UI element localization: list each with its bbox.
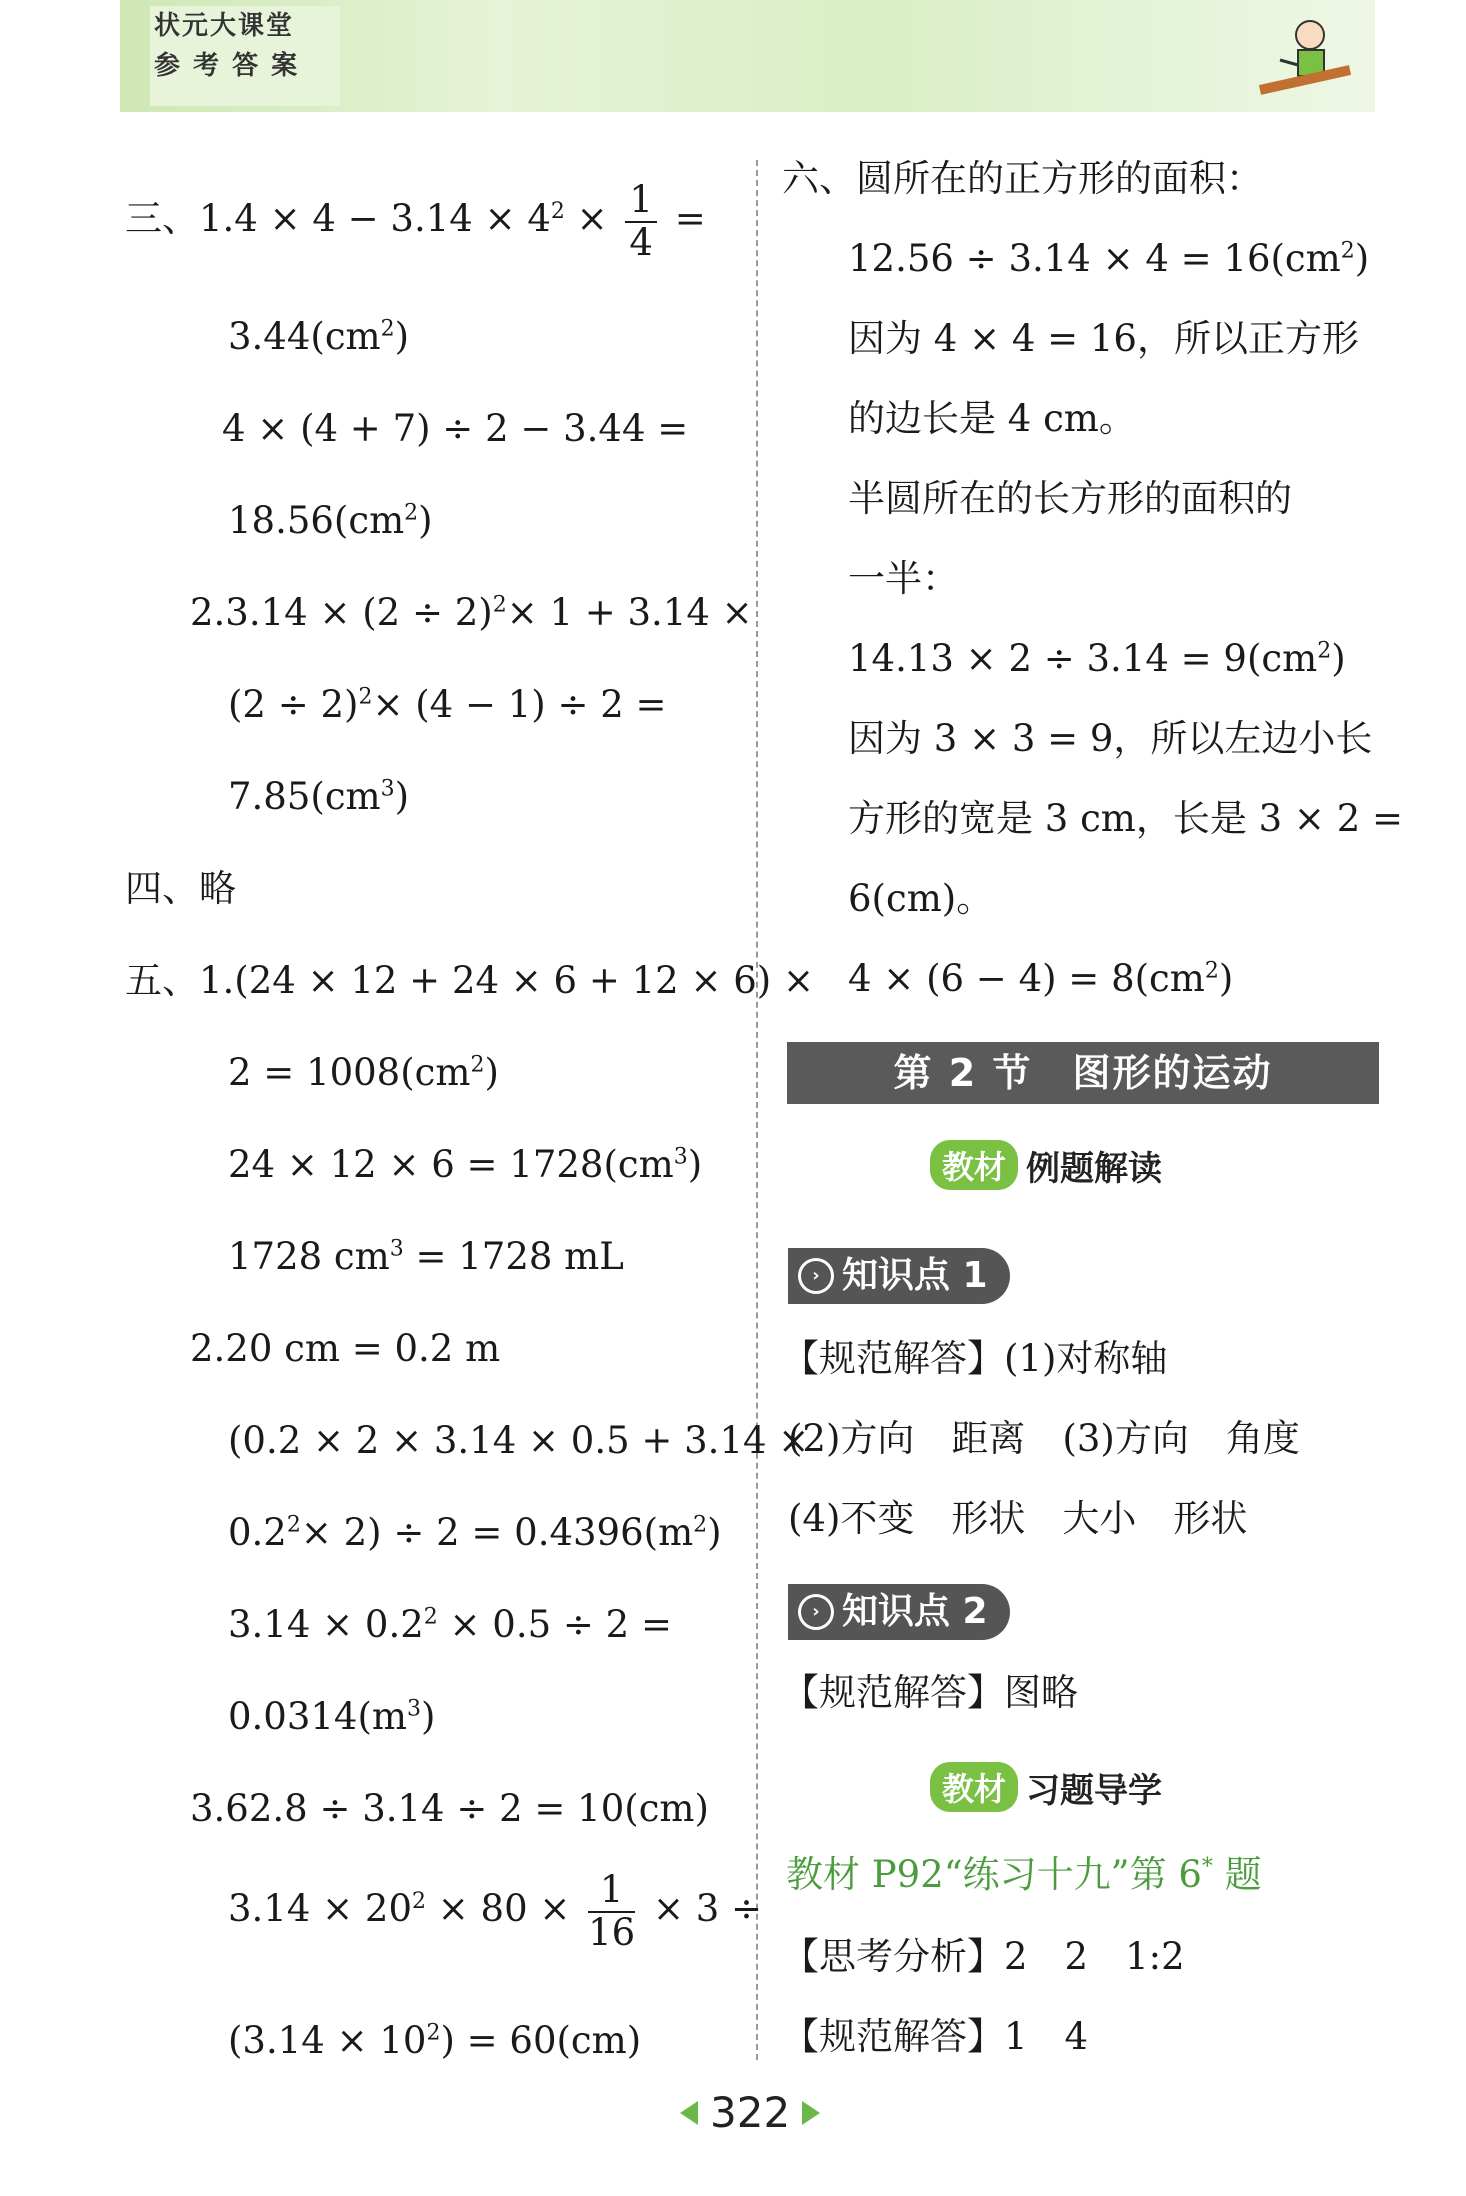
section-title-bar: 第 2 节 图形的运动 <box>787 1042 1379 1104</box>
arrow-circle-icon: › <box>798 1258 834 1294</box>
badge-text: 例题解读 <box>1026 1148 1163 1189</box>
knowledge-point-1: › 知识点 1 <box>788 1248 1010 1304</box>
answer-line: $0.2^2\times 2) \div 2 = 0.4396(m^2)$ <box>228 1511 722 1554</box>
header-line1: 状元大课堂 <box>154 11 295 41</box>
next-arrow-icon <box>802 2101 820 2125</box>
answer-line: (4)不变 形状 大小 形状 <box>788 1497 1248 1540</box>
answer-line: $0.0314(m^3)$ <box>228 1695 436 1738</box>
answer-line: 1728 $cm^3 = 1728$ mL <box>228 1235 624 1278</box>
answer-line: 方形的宽是 3 cm，长是 3 × 2 = <box>848 797 1403 840</box>
answer-3-2: $2.3.14 \times (2 \div 2)^2\times 1 + 3.14$ × <box>190 591 753 634</box>
answer-line: $(3.14 \times 10^2) = 60(cm)$ <box>228 2019 642 2062</box>
answer-line: 【规范解答】图略 <box>782 1671 1078 1714</box>
knowledge-point-2: › 知识点 2 <box>788 1584 1010 1640</box>
badge-pill: 教材 <box>930 1762 1018 1812</box>
answer-6: 六、圆所在的正方形的面积： <box>782 157 1263 200</box>
answer-line: (0.2 × 2 × 3.14 × 0.5 + 3.14 × <box>228 1419 810 1462</box>
header-label <box>150 6 340 106</box>
answer-line: $24 \times 12 \times 6 = 1728(cm^3)$ <box>228 1143 703 1186</box>
answer-5-1: 五、1.(24 × 12 + 24 × 6 + 12 × 6) × <box>125 959 814 1002</box>
answer-line: $4 \times (6 - 4) = 8(cm^2)$ <box>848 957 1234 1000</box>
header-banner <box>120 0 1375 112</box>
answer-line: 4 × (4 + 7) ÷ 2 − 3.44 = <box>222 407 689 450</box>
answer-line: 一半： <box>848 557 959 600</box>
answer-line: $(2 \div 2)^2\times (4 - 1) \div 2$ = <box>228 683 667 726</box>
fraction-quarter: $\frac{1}{4}$ <box>625 180 657 263</box>
answer-line: $18.56(cm^2)$ <box>228 499 433 542</box>
fraction-sixteenth: $\frac{1}{16}$ <box>588 1868 636 1954</box>
think-analysis: 【思考分析】2 2 1:2 <box>782 1935 1185 1978</box>
answer-5-3: 3.62.8 ÷ 3.14 ÷ 2 = 10(cm) <box>190 1787 709 1830</box>
prev-arrow-icon <box>680 2101 698 2125</box>
answer-line: 因为 3 × 3 = 9，所以左边小长 <box>848 717 1373 760</box>
answer-line: (2)方向 距离 (3)方向 角度 <box>788 1417 1300 1460</box>
answer-line: $3.14 \times 0.2^2 \times 0.5 \div 2$ = <box>228 1603 672 1646</box>
answer-line: $14.13 \times 2 \div 3.14 = 9(cm^2)$ <box>848 637 1346 680</box>
badge-pill: 教材 <box>930 1140 1018 1190</box>
exercise-title: 教材 P92“练习十九”第 6* 题 <box>786 1853 1262 1896</box>
answer-line: $3.14 \times 20^2 \times 80$ × $\frac{1}{16}$ × 3 ÷ <box>228 1868 763 1954</box>
answer-line: 因为 4 × 4 = 16，所以正方形 <box>848 317 1359 360</box>
textbook-example-badge <box>930 1140 1162 1190</box>
textbook-exercise-badge <box>930 1762 1162 1812</box>
answer-line: $3.44(cm^2)$ <box>228 315 410 358</box>
column-divider <box>756 160 758 2060</box>
answer-line: 【规范解答】(1)对称轴 <box>782 1337 1168 1380</box>
answer-line: $7.85(cm^3)$ <box>228 775 410 818</box>
answer-3-1: 三、$1.4 \times 4 - 3.14 \times 4^2$ × $\frac{1}{4}$ = <box>125 178 706 264</box>
answer-line: 半圆所在的长方形的面积的 <box>848 477 1292 520</box>
answer-line: $2 = 1008(cm^2)$ <box>228 1051 499 1094</box>
arrow-circle-icon: › <box>798 1594 834 1630</box>
answer-5-2: 2.20 cm = 0.2 m <box>190 1327 501 1370</box>
header-line2: 参 考 答 案 <box>154 51 300 81</box>
standard-answer: 【规范解答】1 4 <box>782 2015 1089 2058</box>
answer-line: $12.56 \div 3.14 \times 4 = 16(cm^2)$ <box>848 237 1370 280</box>
page-number: 322 <box>680 2088 820 2137</box>
answer-4: 四、略 <box>125 867 236 910</box>
badge-text: 习题导学 <box>1026 1770 1163 1811</box>
answer-line: 6(cm)。 <box>848 877 994 920</box>
student-illustration-icon <box>1250 10 1360 105</box>
answer-line: 的边长是 4 cm。 <box>848 397 1136 440</box>
